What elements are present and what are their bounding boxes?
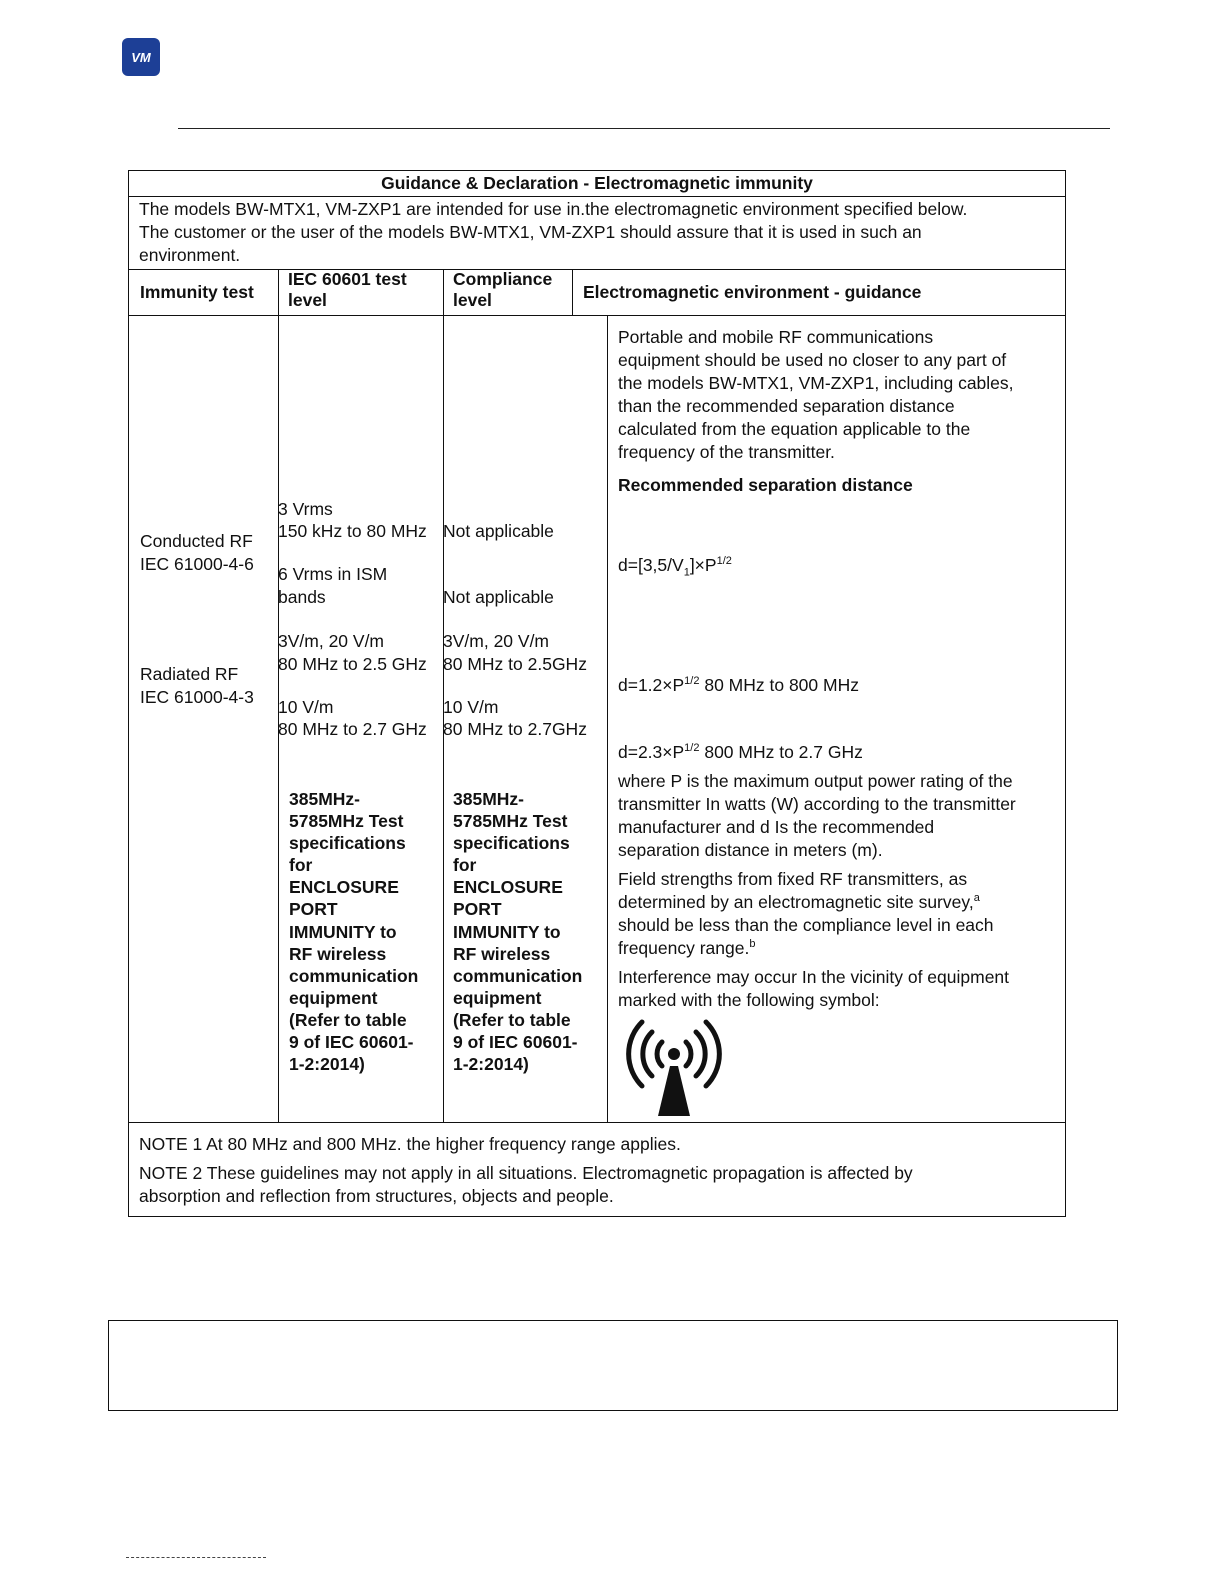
- header-guidance: Electromagnetic environment - guidance: [583, 282, 922, 302]
- intro-divider: [129, 269, 1065, 270]
- guidance-text: frequency range.: [618, 938, 750, 958]
- guidance-line: the models BW-MTX1, VM-ZXP1, including cables,: [618, 373, 1014, 393]
- compliance-conducted-2: Not applicable: [443, 587, 554, 607]
- guidance-line: should be less than the compliance level in each: [618, 915, 994, 935]
- formula-part: d=2.3×P: [618, 742, 685, 762]
- compliance-radiated-2-b: 80 MHz to 2.7GHz: [443, 719, 587, 739]
- header-divider: [129, 315, 1065, 316]
- conducted-rf-label: Conducted RF: [140, 531, 253, 551]
- iec-conducted-1-a: 3 Vrms: [278, 499, 333, 519]
- note-2-continued: absorption and reflection from structures, objects and people.: [139, 1186, 614, 1206]
- guidance-text: determined by an electromagnetic site survey,: [618, 892, 974, 912]
- guidance-line: [618, 937, 994, 960]
- recommended-distance-heading: Recommended separation distance: [618, 475, 913, 495]
- guidance-line: Field strengths from fixed RF transmitters, as: [618, 869, 968, 889]
- iec-radiated-2-b: 80 MHz to 2.7 GHz: [278, 719, 427, 739]
- compliance-enclosure-line: IMMUNITY to: [453, 921, 561, 942]
- formula-part: ]×P: [689, 555, 717, 575]
- compliance-enclosure-line: for: [453, 855, 477, 876]
- guidance-line: marked with the following symbol:: [618, 990, 880, 1010]
- header-iec-level-2: level: [288, 290, 327, 310]
- header-compliance-2: level: [453, 290, 492, 310]
- table-title: Guidance & Declaration - Electromagnetic immunity: [381, 173, 813, 193]
- iec-enclosure-line: specifications: [289, 833, 406, 854]
- guidance-line: [618, 891, 994, 914]
- guidance-line: calculated from the equation applicable to the: [618, 419, 971, 439]
- compliance-radiated-2-a: 10 V/m: [443, 697, 499, 717]
- guidance-para-4: [618, 966, 1009, 1012]
- radiated-rf-standard: IEC 61000-4-3: [140, 687, 254, 707]
- formula-superscript: 1/2: [684, 675, 700, 688]
- iec-radiated-1-b: 80 MHz to 2.5 GHz: [278, 654, 427, 674]
- col-divider-3-body: [607, 315, 608, 1122]
- compliance-enclosure-line: 5785MHz Test: [453, 811, 568, 832]
- iec-enclosure-line: 9 of IEC 60601-: [289, 1032, 414, 1053]
- compliance-enclosure-line: 1-2:2014): [453, 1054, 529, 1075]
- compliance-enclosure-line: RF wireless: [453, 943, 551, 964]
- formula-subscript: 1: [683, 566, 690, 579]
- iec-enclosure-line: 1-2:2014): [289, 1054, 365, 1075]
- formula-superscript: 1/2: [716, 555, 732, 568]
- iec-enclosure-line: IMMUNITY to: [289, 921, 397, 942]
- iec-enclosure-line: PORT: [289, 899, 338, 920]
- intro-line-1: The models BW-MTX1, VM-ZXP1 are intended for use in.the electromagnetic environment specified below.: [139, 199, 968, 219]
- iec-enclosure-line: for: [289, 855, 313, 876]
- compliance-enclosure-line: (Refer to table: [453, 1009, 571, 1030]
- non-ionizing-radiation-icon: [618, 1014, 730, 1120]
- compliance-enclosure-line: ENCLOSURE: [453, 877, 563, 898]
- compliance-enclosure-spec: [453, 788, 582, 1075]
- formula-part: d=[3,5/V: [618, 555, 684, 575]
- iec-enclosure-line: RF wireless: [289, 943, 387, 964]
- guidance-line: Interference may occur In the vicinity of equipment: [618, 967, 1010, 987]
- iec-enclosure-line: communication: [289, 965, 419, 986]
- iec-enclosure-line: 5785MHz Test: [289, 811, 404, 832]
- title-divider: [129, 196, 1065, 197]
- compliance-enclosure-line: 9 of IEC 60601-: [453, 1032, 578, 1053]
- formula-radiated-high: [618, 741, 863, 764]
- logo-text: VM: [131, 49, 151, 65]
- notes-divider: [129, 1122, 1065, 1123]
- iec-enclosure-line: (Refer to table: [289, 1009, 407, 1030]
- compliance-enclosure-line: PORT: [453, 899, 502, 920]
- iec-enclosure-spec: [289, 788, 418, 1075]
- compliance-radiated-1-b: 80 MHz to 2.5GHz: [443, 654, 587, 674]
- iec-enclosure-line: 385MHz-: [289, 789, 360, 809]
- guidance-line: separation distance in meters (m).: [618, 840, 883, 860]
- header-immunity-test: Immunity test: [140, 282, 254, 302]
- emc-immunity-table: [128, 170, 1066, 1217]
- guidance-line: transmitter In watts (W) according to the transmitter: [618, 794, 1016, 814]
- header-iec-level-1: IEC 60601 test: [288, 269, 407, 289]
- guidance-line: equipment should be used no closer to any part of: [618, 350, 1007, 370]
- iec-conducted-2-b: bands: [278, 587, 326, 607]
- formula-part: d=1.2×P: [618, 675, 685, 695]
- col-divider-3-header: [572, 269, 573, 315]
- note-1: NOTE 1 At 80 MHz and 800 MHz. the higher frequency range applies.: [139, 1134, 681, 1154]
- footer-box: [108, 1320, 1118, 1411]
- guidance-para-1: [618, 326, 1014, 464]
- compliance-enclosure-line: communication: [453, 965, 583, 986]
- iec-conducted-1-b: 150 kHz to 80 MHz: [278, 521, 427, 541]
- company-logo: [122, 38, 160, 76]
- note-2: NOTE 2 These guidelines may not apply in all situations. Electromagnetic propagation is affected by: [139, 1163, 913, 1183]
- iec-enclosure-line: ENCLOSURE: [289, 877, 399, 898]
- guidance-para-3: [618, 868, 994, 960]
- formula-superscript: 1/2: [684, 742, 700, 755]
- iec-radiated-1-a: 3V/m, 20 V/m: [278, 631, 385, 651]
- footnote-a: a: [973, 892, 980, 905]
- guidance-line: frequency of the transmitter.: [618, 442, 835, 462]
- iec-conducted-2-a: 6 Vrms in ISM: [278, 564, 388, 584]
- formula-part: 80 MHz to 800 MHz: [699, 675, 859, 695]
- header-rule: [178, 128, 1110, 129]
- compliance-enclosure-line: equipment: [453, 987, 542, 1008]
- conducted-rf-standard: IEC 61000-4-6: [140, 554, 254, 574]
- compliance-conducted-1: Not applicable: [443, 521, 554, 541]
- formula-radiated-low: [618, 674, 859, 697]
- iec-enclosure-line: equipment: [289, 987, 378, 1008]
- footnote-b: b: [749, 938, 756, 951]
- guidance-line: than the recommended separation distance: [618, 396, 955, 416]
- intro-line-2: The customer or the user of the models BW-MTX1, VM-ZXP1 should assure that it is used in such an: [139, 222, 922, 242]
- guidance-line: where P is the maximum output power rating of the: [618, 771, 1013, 791]
- iec-radiated-2-a: 10 V/m: [278, 697, 334, 717]
- header-compliance-1: Compliance: [453, 269, 553, 289]
- compliance-enclosure-line: specifications: [453, 833, 570, 854]
- guidance-line: manufacturer and d Is the recommended: [618, 817, 935, 837]
- intro-line-3: environment.: [139, 245, 241, 265]
- compliance-enclosure-line: 385MHz-: [453, 789, 524, 809]
- guidance-para-2: [618, 770, 1016, 862]
- formula-conducted: [618, 554, 732, 577]
- radiated-rf-label: Radiated RF: [140, 664, 239, 684]
- formula-part: 800 MHz to 2.7 GHz: [699, 742, 863, 762]
- compliance-radiated-1-a: 3V/m, 20 V/m: [443, 631, 550, 651]
- guidance-line: Portable and mobile RF communications: [618, 327, 934, 347]
- footer-mark: [126, 1557, 266, 1558]
